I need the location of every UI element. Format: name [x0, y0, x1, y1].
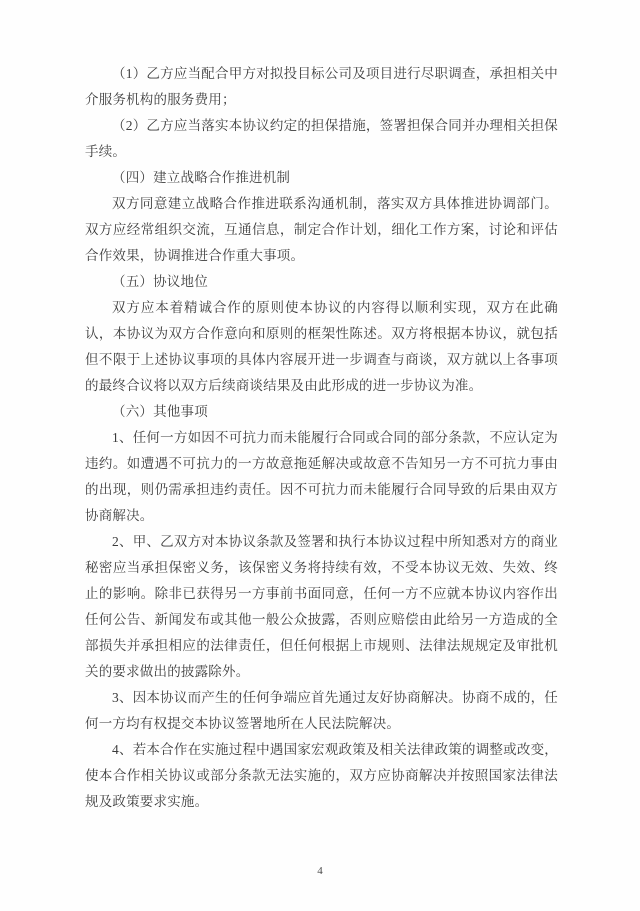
section-heading: （五）协议地位	[112, 274, 208, 289]
paragraph: 双方应本着精诚合作的原则使本协议的内容得以顺利实现，双方在此确认，本协议为双方合作意向和原则的框架性陈述。双方将根据本协议，就包括但不限于上述协议事项的具体内容展开进一步调查与商谈，双方就以上各事项的最终合议将以双方后续商谈结果及由此形成的进一步协议为准。	[85, 300, 558, 393]
paragraph: （1）乙方应当配合甲方对拟投目标公司及项目进行尽职调查，承担相关中介服务机构的服务费用；	[85, 66, 558, 107]
paragraph: 双方同意建立战略合作推进联系沟通机制，落实双方具体推进协调部门。双方应经常组织交流，互通信息，制定合作计划，细化工作方案，讨论和评估合作效果，协调推进合作重大事项。	[85, 196, 558, 263]
paragraph: 1、任何一方如因不可抗力而未能履行合同或合同的部分条款，不应认定为违约。如遭遇不可抗力的一方故意拖延解决或故意不告知另一方不可抗力事由的出现，则仍需承担违约责任。因不可抗力而未能履行合同导致的后果由双方协商解决。	[85, 430, 558, 523]
paragraph: 3、因本协议而产生的任何争端应首先通过友好协商解决。协商不成的，任何一方均有权提交本协议签署地所在人民法院解决。	[85, 690, 558, 731]
paragraph: （2）乙方应当落实本协议约定的担保措施，签署担保合同并办理相关担保手续。	[85, 118, 558, 159]
section-heading: （四）建立战略合作推进机制	[112, 170, 291, 185]
paragraph: 2、甲、乙双方对本协议条款及签署和执行本协议过程中所知悉对方的商业秘密应当承担保密义务，该保密义务将持续有效，不受本协议无效、失效、终止的影响。除非已获得另一方事前书面同意，任何一方不应就本协议内容作出任何公告、新闻发布或其他一般公众披露，否则应赔偿由此给另一方造成的全部损失并承担相应的法律责任，但任何根据上市规则、法律法规规定及审批机关的要求做出的披露除外。	[85, 534, 558, 679]
paragraph: 4、若本合作在实施过程中遇国家宏观政策及相关法律政策的调整或改变，使本合作相关协议或部分条款无法实施的，双方应协商解决并按照国家法律法规及政策要求实施。	[85, 742, 558, 809]
page-number: 4	[317, 865, 323, 877]
section-heading: （六）其他事项	[112, 404, 208, 419]
document-body	[85, 61, 558, 815]
